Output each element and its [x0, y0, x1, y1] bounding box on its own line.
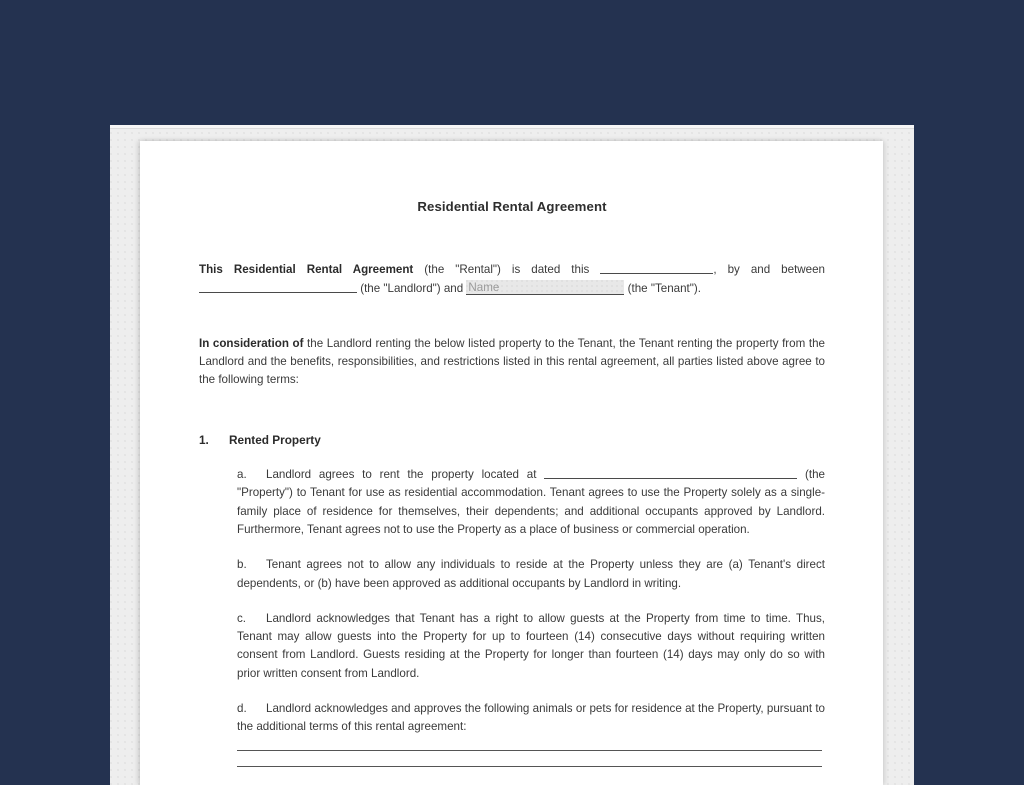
tenant-name-placeholder: Name — [468, 280, 500, 294]
consideration-lead-text: In consideration of — [199, 336, 304, 350]
intro-paragraph — [199, 261, 825, 298]
clause-c-text: Landlord acknowledges that Tenant has a right to allow guests at the Property from time to time. Thus, Tenant may allow guests into the Property for up to fourteen (14) consecutive days without requiring written consent from Landlord. Guests residing at the Property for longer than fourteen (14) days may only do so with prior written consent from Landlord. — [237, 611, 825, 680]
clause-b-label: b. — [237, 558, 247, 572]
intro-text-part-2: , by and between — [713, 263, 826, 277]
intro-lead-text: This Residential Rental Agreement — [199, 263, 414, 277]
clause-d-text: Landlord acknowledges and approves the following animals or pets for residence at the Property, pursuant to the additional terms of this rental agreement: — [237, 702, 825, 734]
pets-write-in-rules — [237, 750, 825, 767]
viewer-top-edge — [110, 125, 914, 129]
write-in-rule-1[interactable] — [237, 750, 822, 751]
clause-b-text: Tenant agrees not to allow any individuals to reside at the Property unless they are (a) Tenant's direct dependents, or (b) have been approved as additional occupants by Landlord in writing. — [237, 558, 825, 590]
clause-d-label: d. — [237, 702, 247, 716]
intro-text-part-3: (the "Landlord") and — [357, 281, 467, 295]
section-heading — [199, 431, 825, 449]
clause-a-text-after-blank: (the "Property") to Tenant for use as residential accommodation. Tenant agrees to use the Property solely as a single-family place of residence for themselves, their dependents; and additional occupants approved by Landlord. Furthermore, Tenant agrees not to use the Property as a place of business or commercial operation. — [237, 468, 825, 536]
section-heading-label: Rented Property — [229, 432, 321, 447]
document-content — [199, 141, 825, 782]
landlord-name-blank-field[interactable] — [199, 282, 357, 293]
section-number: 1. — [199, 432, 209, 447]
tenant-name-input[interactable] — [466, 280, 624, 295]
clause-d — [237, 700, 825, 737]
clause-a — [237, 466, 825, 539]
intro-text-part-4: (the "Tenant"). — [624, 281, 701, 295]
clause-a-label: a. — [237, 468, 247, 482]
intro-text-part-1: (the "Rental") is dated this — [413, 263, 601, 277]
date-blank-field[interactable] — [600, 263, 713, 274]
document-page — [140, 141, 883, 785]
clause-c — [237, 610, 825, 683]
clause-b — [237, 556, 825, 593]
property-address-blank-field[interactable] — [544, 468, 797, 479]
document-viewer[interactable] — [110, 125, 914, 785]
write-in-rule-2[interactable] — [237, 766, 822, 767]
consideration-paragraph — [199, 335, 825, 390]
section-rented-property — [199, 431, 825, 767]
clause-c-label: c. — [237, 611, 247, 625]
consideration-body-text: the Landlord renting the below listed property to the Tenant, the Tenant renting the property from the Landlord and the benefits, responsibilities, and restrictions listed in this rental agreement, all parties listed above agree to the following terms: — [199, 336, 825, 387]
page-title: Residential Rental Agreement — [417, 199, 607, 214]
clause-a-text-before-blank: Landlord agrees to rent the property located at — [266, 468, 545, 482]
